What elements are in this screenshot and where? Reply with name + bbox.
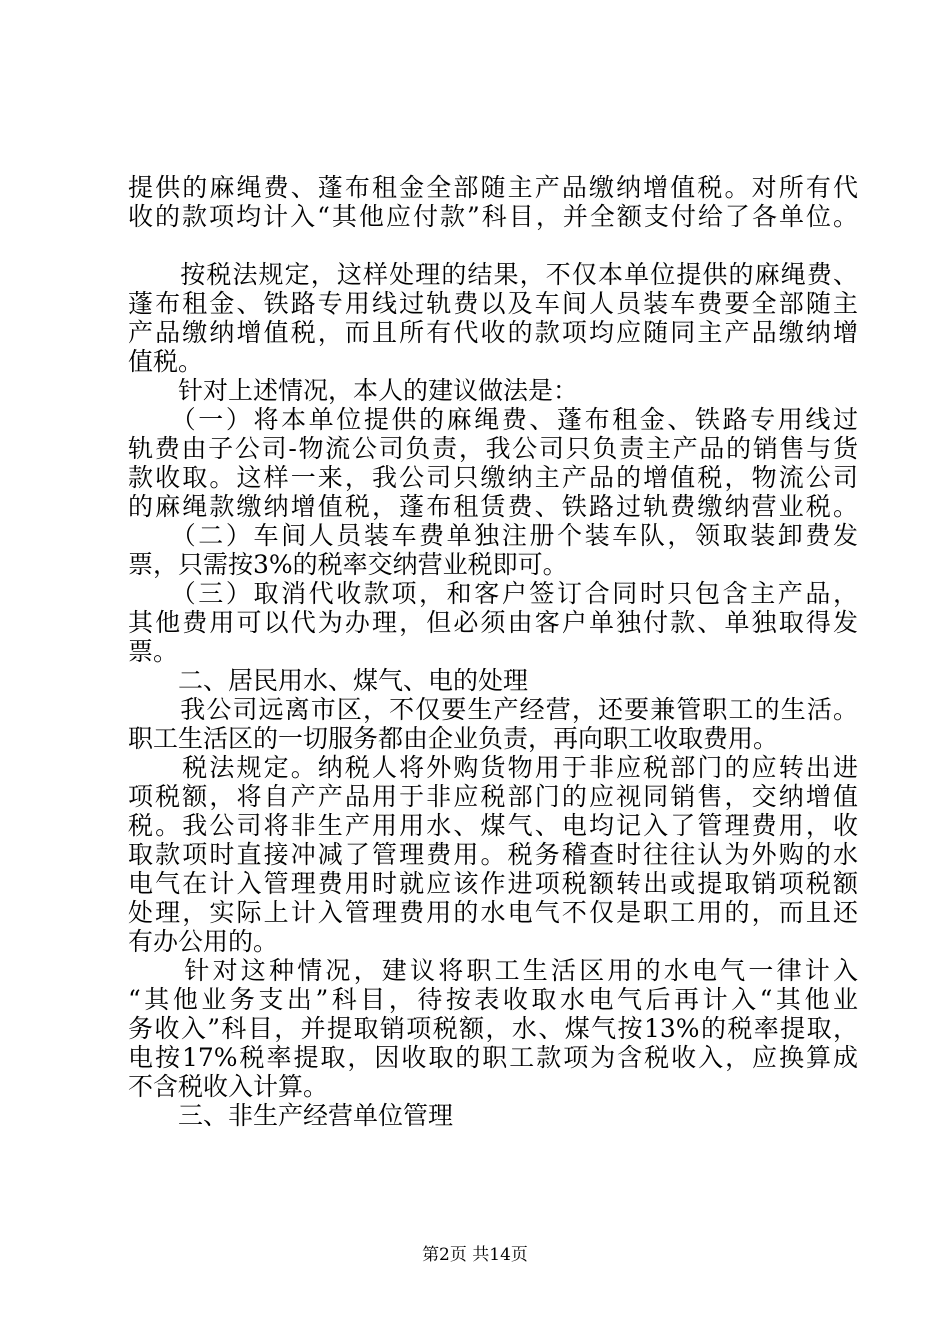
document-body <box>128 173 858 1130</box>
text-line: 取款项时直接冲减了管理费用。税务稽查时往往认为外购的水 <box>128 840 858 869</box>
text-line: 针对上述情况，本人的建议做法是： <box>128 376 579 405</box>
text-line: 款收取。这样一来，我公司只缴纳主产品的增值税，物流公司 <box>128 463 858 492</box>
paragraph <box>128 1101 858 1130</box>
text-line: 二、居民用水、煤气、电的处理 <box>128 666 529 695</box>
text-line: 提供的麻绳费、蓬布租金全部随主产品缴纳增值税。对所有代 <box>128 173 858 202</box>
text-line: “其他业务支出”科目，待按表收取水电气后再计入“其他业 <box>128 985 858 1014</box>
text-line: 我公司远离市区，不仅要生产经营，还要兼管职工的生活。 <box>128 695 858 724</box>
text-line: （一）将本单位提供的麻绳费、蓬布租金、铁路专用线过 <box>128 405 858 434</box>
text-line: 票，只需按3%的税率交纳营业税即可。 <box>128 550 568 579</box>
text-line: 按税法规定，这样处理的结果，不仅本单位提供的麻绳费、 <box>128 260 858 289</box>
paragraph <box>128 405 858 521</box>
text-line: 针对这种情况，建议将职工生活区用的水电气一律计入 <box>128 956 858 985</box>
text-line: 职工生活区的一切服务都由企业负责，再向职工收取费用。 <box>128 724 779 753</box>
text-line: 三、非生产经营单位管理 <box>128 1101 454 1130</box>
text-line: 务收入”科目，并提取销项税额，水、煤气按13%的税率提取， <box>128 1014 858 1043</box>
page-number-footer: 第2页 共14页 <box>422 1245 528 1265</box>
text-line: 其他费用可以代为办理，但必须由客户单独付款、单独取得发 <box>128 608 858 637</box>
paragraph <box>128 579 858 666</box>
paragraph <box>128 666 858 695</box>
text-line: 票。 <box>128 637 179 666</box>
paragraph <box>128 695 858 753</box>
text-line: 电按17%税率提取，因收取的职工款项为含税收入，应换算成 <box>128 1043 858 1072</box>
paragraph <box>128 753 858 956</box>
text-line: 值税。 <box>128 347 204 376</box>
text-line: 电气在计入管理费用时就应该作进项税额转出或提取销项税额 <box>128 869 858 898</box>
paragraph <box>128 956 858 1101</box>
paragraph <box>128 521 858 579</box>
paragraph <box>128 376 858 405</box>
text-line: 蓬布租金、铁路专用线过轨费以及车间人员装车费要全部随主 <box>128 289 858 318</box>
text-line: 有办公用的。 <box>128 927 279 956</box>
text-line: 税。我公司将非生产用用水、煤气、电均记入了管理费用，收 <box>128 811 858 840</box>
text-line: 税法规定。纳税人将外购货物用于非应税部门的应转出进 <box>128 753 858 782</box>
paragraph <box>128 260 858 376</box>
text-line: 不含税收入计算。 <box>128 1072 329 1101</box>
paragraph-gap <box>128 231 858 260</box>
text-line: 产品缴纳增值税，而且所有代收的款项均应随同主产品缴纳增 <box>128 318 858 347</box>
text-line: 的麻绳款缴纳增值税，蓬布租赁费、铁路过轨费缴纳营业税。 <box>128 492 858 521</box>
text-line: 收的款项均计入“其他应付款”科目，并全额支付给了各单位。 <box>128 202 858 231</box>
text-line: 处理，实际上计入管理费用的水电气不仅是职工用的，而且还 <box>128 898 858 927</box>
text-line: 项税额，将自产产品用于非应税部门的应视同销售，交纳增值 <box>128 782 858 811</box>
text-line: 轨费由子公司-物流公司负责，我公司只负责主产品的销售与货 <box>128 434 858 463</box>
paragraph <box>128 173 858 231</box>
text-line: （二）车间人员装车费单独注册个装车队，领取装卸费发 <box>128 521 858 550</box>
text-line: （三）取消代收款项，和客户签订合同时只包含主产品， <box>128 579 858 608</box>
